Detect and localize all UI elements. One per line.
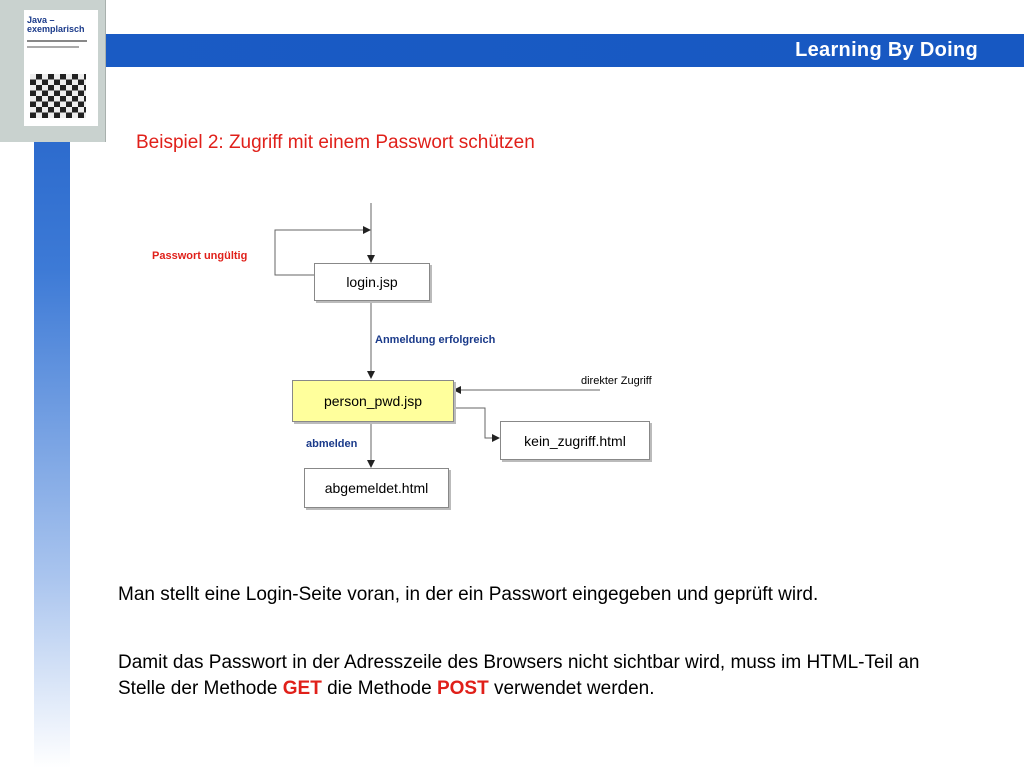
paragraph-1: Man stellt eine Login-Seite voran, in der ein Passwort eingegeben und geprüft wird. (118, 584, 819, 605)
brand-title: Learning By Doing (795, 39, 978, 61)
book-cover-title-line2: exemplarisch (27, 24, 85, 34)
label-anmeldung-erfolgreich: Anmeldung erfolgreich (375, 334, 496, 346)
label-direkter-zugriff: direkter Zugriff (581, 375, 652, 387)
keyword-post: POST (436, 678, 489, 699)
no-access-arrow (454, 408, 499, 438)
node-kein-zugriff: kein_zugriff.html (500, 421, 650, 460)
node-login: login.jsp (314, 263, 430, 301)
paragraph-2-text: verwendet werden. (488, 678, 655, 699)
keyword-get: GET (282, 678, 322, 699)
slide-title: Beispiel 2: Zugriff mit einem Passwort schützen (136, 132, 535, 153)
node-abgemeldet: abgemeldet.html (304, 468, 449, 508)
paragraph-2-text: Damit das Passwort in der Adresszeile des Browsers nicht sichtbar wird, muss im HTML-Teil an Stelle der Methode (118, 652, 920, 699)
node-person-pwd: person_pwd.jsp (292, 380, 454, 422)
book-cover-title-line1: Java – (27, 15, 55, 25)
paragraph-2 (118, 650, 948, 702)
paragraph-2-text: die Methode (321, 678, 437, 699)
label-passwort-ungueltig: Passwort ungültig (152, 250, 248, 262)
label-abmelden: abmelden (306, 438, 358, 450)
